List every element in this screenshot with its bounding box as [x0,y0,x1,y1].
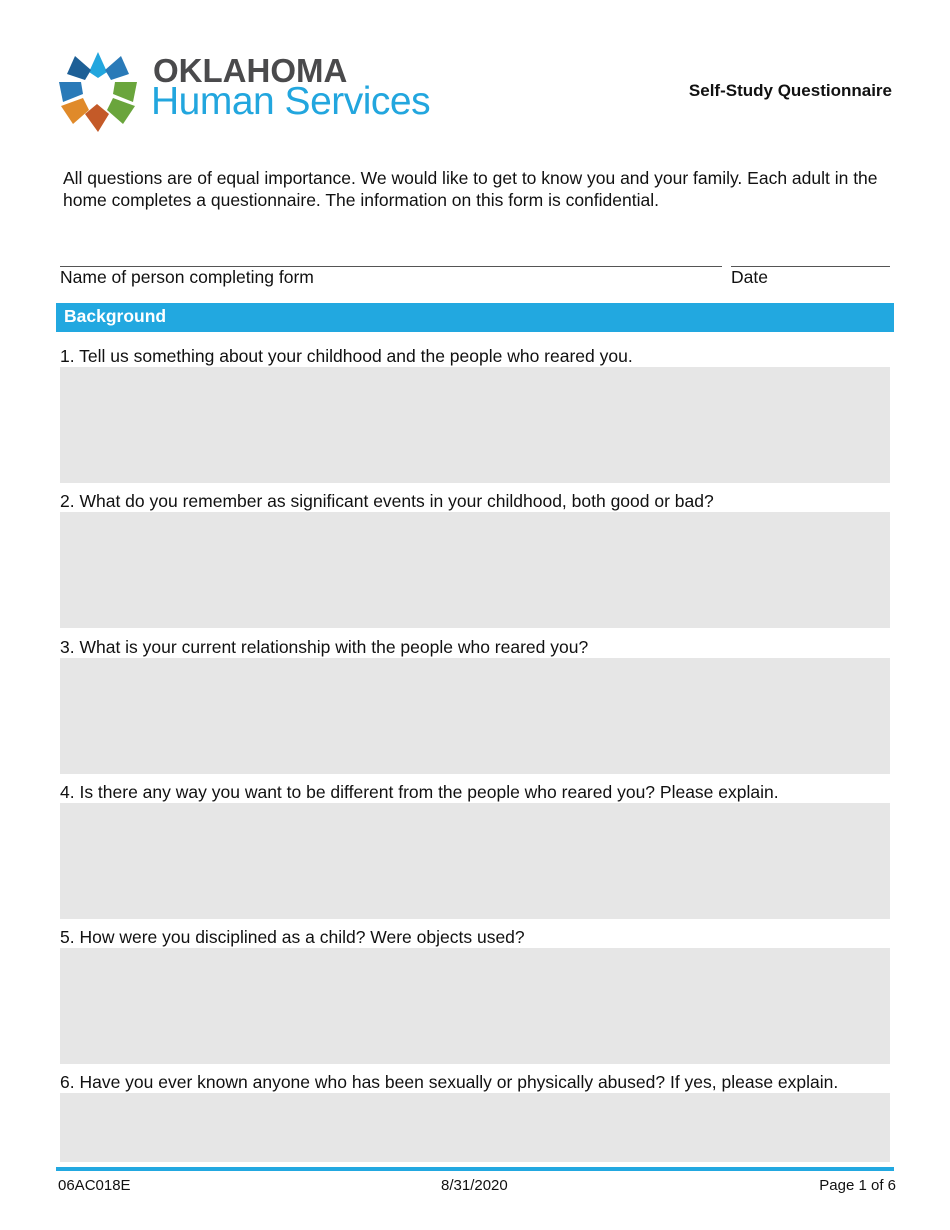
star-logo-icon [55,48,141,134]
agency-logo [55,48,465,138]
department-name: Human Services [151,80,431,123]
date-field-label: Date [731,267,768,287]
question-1-answer-field[interactable] [60,367,890,483]
question-5-label: 5. How were you disciplined as a child? Were objects used? [60,927,525,947]
form-title: Self-Study Questionnaire [688,81,892,100]
question-3-label: 3. What is your current relationship with the people who reared you? [60,637,589,657]
question-6-label: 6. Have you ever known anyone who has been sexually or physically abused? If yes, please explain. [60,1072,839,1092]
intro-paragraph: All questions are of equal importance. We would like to get to know you and your family. Each adult in the home completes a questionnaire. The information on this form is confidential. [63,168,878,210]
question-4-label: 4. Is there any way you want to be different from the people who reared you? Please explain. [60,782,779,802]
question-3-answer-field[interactable] [60,658,890,774]
question-2-answer-field[interactable] [60,512,890,628]
page-number: Page 1 of 6 [819,1177,896,1194]
form-number: 06AC018E [58,1177,131,1194]
section-title: Background [64,306,167,326]
question-1-label: 1. Tell us something about your childhood and the people who reared you. [60,346,633,366]
question-4-answer-field[interactable] [60,803,890,919]
question-5-answer-field[interactable] [60,948,890,1064]
revision-date: 8/31/2020 [441,1177,508,1194]
footer-divider [56,1167,894,1171]
name-field-label: Name of person completing form [60,267,314,287]
section-header-background [56,303,894,332]
org-name: OKLAHOMA [153,52,348,89]
question-2-label: 2. What do you remember as significant events in your childhood, both good or bad? [60,491,714,511]
question-6-answer-field[interactable] [60,1093,890,1162]
